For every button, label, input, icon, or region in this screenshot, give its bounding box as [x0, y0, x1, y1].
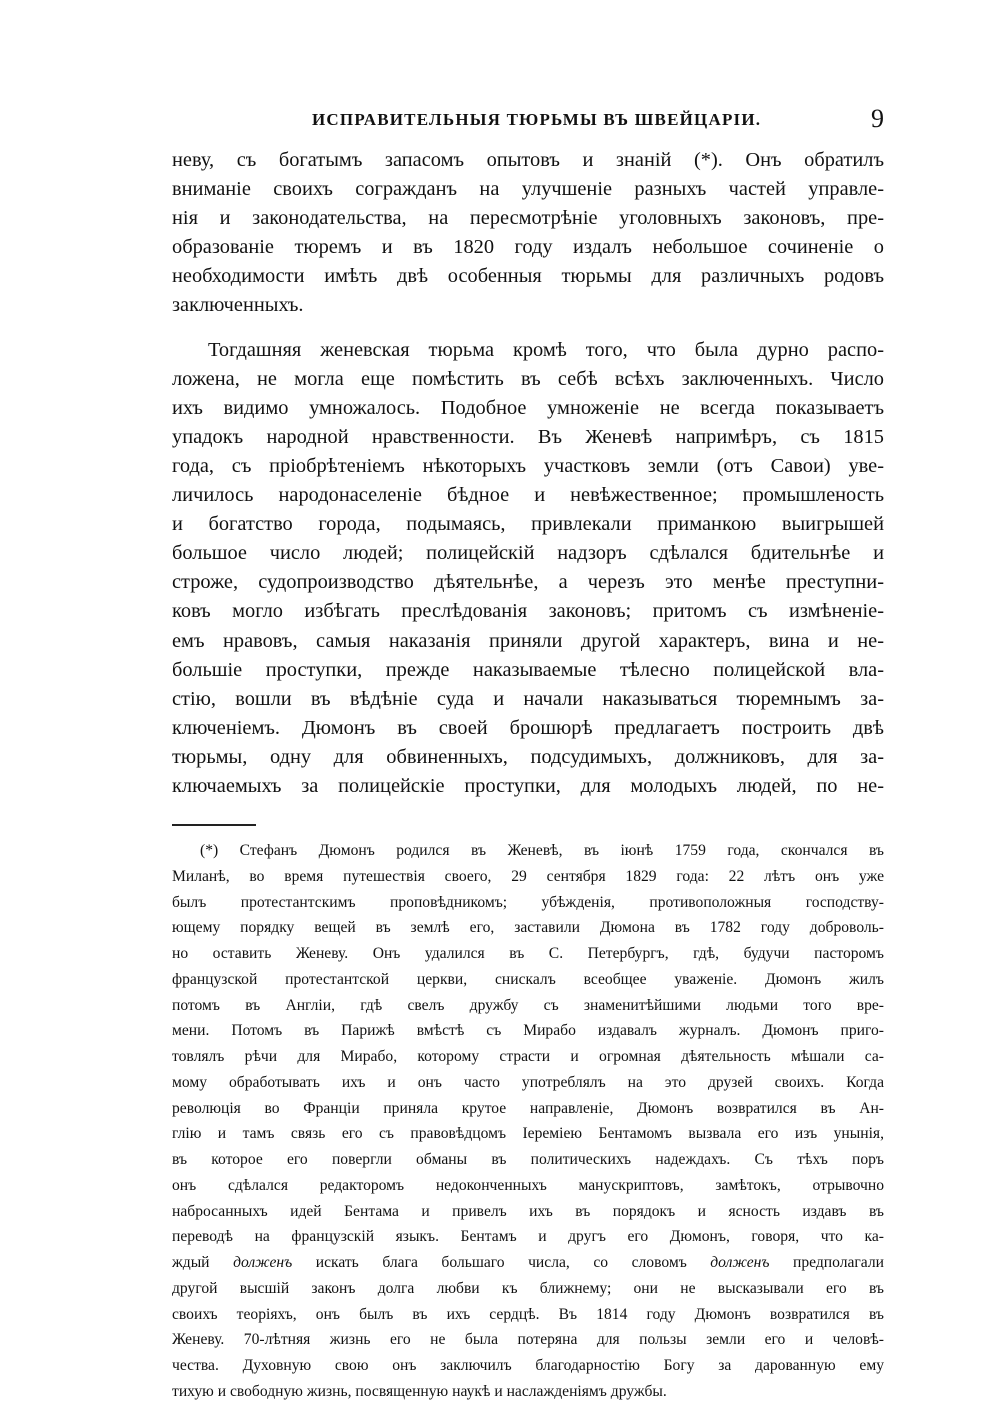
footnote-text: ждый	[172, 1254, 234, 1272]
text-line: ковъ могло избѣгать преслѣдованія законовъ; притомъ съ измѣненіе-	[172, 600, 884, 623]
footnote-line: чества. Духовную свою онъ заключилъ благодарностію Богу за дарованную ему	[172, 1357, 884, 1375]
text-line: строже, судопроизводство дѣятельнѣе, а черезъ это менѣе преступни-	[172, 571, 884, 594]
text-line: Тогдашняя женевская тюрьма кромѣ того, что была дурно распо-	[208, 338, 884, 361]
running-title: ИСПРАВИТЕЛЬНЫЯ ТЮРЬМЫ ВЪ ШВЕЙЦАРІИ.	[312, 110, 762, 129]
text-line: ложена, не могла еще помѣстить въ себѣ всѣхъ заключенныхъ. Число	[172, 367, 884, 390]
paragraph-gap	[172, 321, 884, 336]
page-number: 9	[871, 104, 884, 133]
text-line: большіе проступки, прежде наказываемые тѣлесно полицейской вла-	[172, 658, 884, 681]
footnote-line: онъ сдѣлался редакторомъ недоконченныхъ манускриптовъ, замѣтокъ, отрывочно	[172, 1176, 884, 1194]
footnote-line: Женеву. 70-лѣтняя жизнь его не была потеряна для пользы земли его и человѣ-	[172, 1331, 884, 1349]
footnote-line: другой высшій законъ долга любви къ ближнему; они не высказывали его въ	[172, 1279, 884, 1297]
text-line: личилось народонаселеніе бѣдное и невѣжественное; промышленость	[172, 484, 884, 507]
text-line: образованіе тюремъ и въ 1820 году издалъ небольшое сочиненіе о	[172, 236, 884, 259]
page-header	[172, 104, 884, 138]
text-line: необходимости имѣть двѣ особенныя тюрьмы для различныхъ родовъ	[172, 265, 884, 288]
footnote-text: искать блага большаго числа, со словомъ	[292, 1254, 711, 1272]
footnote-line: но оставить Женеву. Онъ удалился въ С. Петербургъ, гдѣ, будучи пасторомъ	[172, 945, 884, 963]
book-page	[172, 104, 884, 1405]
main-text	[172, 146, 884, 801]
footnote-rule	[172, 824, 256, 826]
text-line: ихъ видимо умножалось. Подобное умноженіе не всегда показываетъ	[172, 396, 884, 419]
text-line: большое число людей; полицейскій надзоръ сдѣлался бдительнѣе и	[172, 542, 884, 565]
footnote-line: въ которое его повергли обманы въ политическихъ надеждахъ. Съ тѣхъ поръ	[172, 1151, 884, 1169]
footnote-italic-word: долженъ	[710, 1254, 770, 1272]
text-line: и богатство города, подымаясь, привлекали приманкою выигрышей	[172, 513, 884, 536]
text-line: тюрьмы, одну для обвиненныхъ, подсудимыхъ, должниковъ, для за-	[172, 745, 884, 768]
paragraph-1	[172, 146, 884, 321]
footnote	[172, 838, 884, 1405]
text-line: стію, вошли въ вѣдѣніе суда и начали наказываться тюремнымъ за-	[172, 687, 884, 710]
footnote-line: революція во Франціи приняла крутое направленіе, Дюмонъ возвратился въ Ан-	[172, 1099, 884, 1117]
footnote-line: тихую и свободную жизнь, посвященную наукѣ и наслажденіямъ дружбы.	[172, 1382, 667, 1400]
text-line: заключенныхъ.	[172, 294, 304, 317]
footnote-line: (*) Стефанъ Дюмонъ родился въ Женевѣ, въ іюнѣ 1759 года, скончался въ	[200, 842, 884, 860]
footnote-text: предполагали	[769, 1254, 884, 1272]
text-line: нія и законодательства, на пересмотрѣніе уголовныхъ законовъ, пре-	[172, 207, 884, 230]
text-line: ключеніемъ. Дюмонъ въ своей брошюрѣ предлагаетъ построить двѣ	[172, 716, 884, 739]
footnote-line: своихъ теоріяхъ, онъ былъ въ ихъ сердцѣ. Въ 1814 году Дюмонъ возвратился въ	[172, 1305, 884, 1323]
footnote-line: товлялъ рѣчи для Мирабо, которому страсти и огромная дѣятельность мѣшали са-	[172, 1048, 884, 1066]
text-line: неву, съ богатымъ запасомъ опытовъ и знаній (*). Онъ обратилъ	[172, 149, 884, 171]
footnote-line: потомъ въ Англіи, гдѣ свелъ дружбу съ знаменитѣйшими людьми того вре-	[172, 996, 884, 1014]
footnote-line: мому обработывать ихъ и онъ часто употреблялъ на это друзей своихъ. Когда	[172, 1073, 884, 1091]
text-line: вниманіе своихъ согражданъ на улучшеніе разныхъ частей управле-	[172, 178, 884, 201]
footnote-line: Миланѣ, во время путешествія своего, 29 сентября 1829 года: 22 лѣтъ онъ уже	[172, 867, 884, 885]
footnote-line: ющему порядку вещей въ землѣ его, заставили Дюмона въ 1782 году доброволь-	[172, 919, 884, 937]
paragraph-2	[172, 336, 884, 802]
footnote-line: французской протестантской церкви, снискалъ всеобщее уваженіе. Дюмонъ жилъ	[172, 970, 884, 988]
footnote-line	[172, 1250, 884, 1276]
footnote-italic-word: долженъ	[233, 1254, 293, 1272]
text-line: ключаемыхъ за полицейскіе проступки, для молодыхъ людей, по не-	[172, 774, 884, 797]
text-line: года, съ пріобрѣтеніемъ нѣкоторыхъ участковъ земли (отъ Савои) уве-	[172, 454, 884, 477]
footnote-line: мени. Потомъ въ Парижѣ вмѣстѣ съ Мирабо издавалъ журналъ. Дюмонъ приго-	[172, 1022, 884, 1040]
footnote-line: переводѣ на французскій языкъ. Бентамъ и другъ его Дюмонъ, говоря, что ка-	[172, 1228, 884, 1246]
text-line: емъ нравовъ, самыя наказанія приняли другой характеръ, вина и не-	[172, 629, 884, 652]
text-line: упадокъ народной нравственности. Въ Женевѣ напримѣръ, съ 1815	[172, 425, 884, 448]
footnote-line: глію и тамъ связь его съ правовѣдцомъ Іереміею Бентамомъ вызвала его изъ унынія,	[172, 1125, 884, 1143]
footnote-line: былъ протестантскимъ проповѣдникомъ; убѣжденія, противоположныя господству-	[172, 893, 884, 911]
footnote-line: набросанныхъ идей Бентама и привелъ ихъ въ порядокъ и ясность издавъ въ	[172, 1202, 884, 1220]
